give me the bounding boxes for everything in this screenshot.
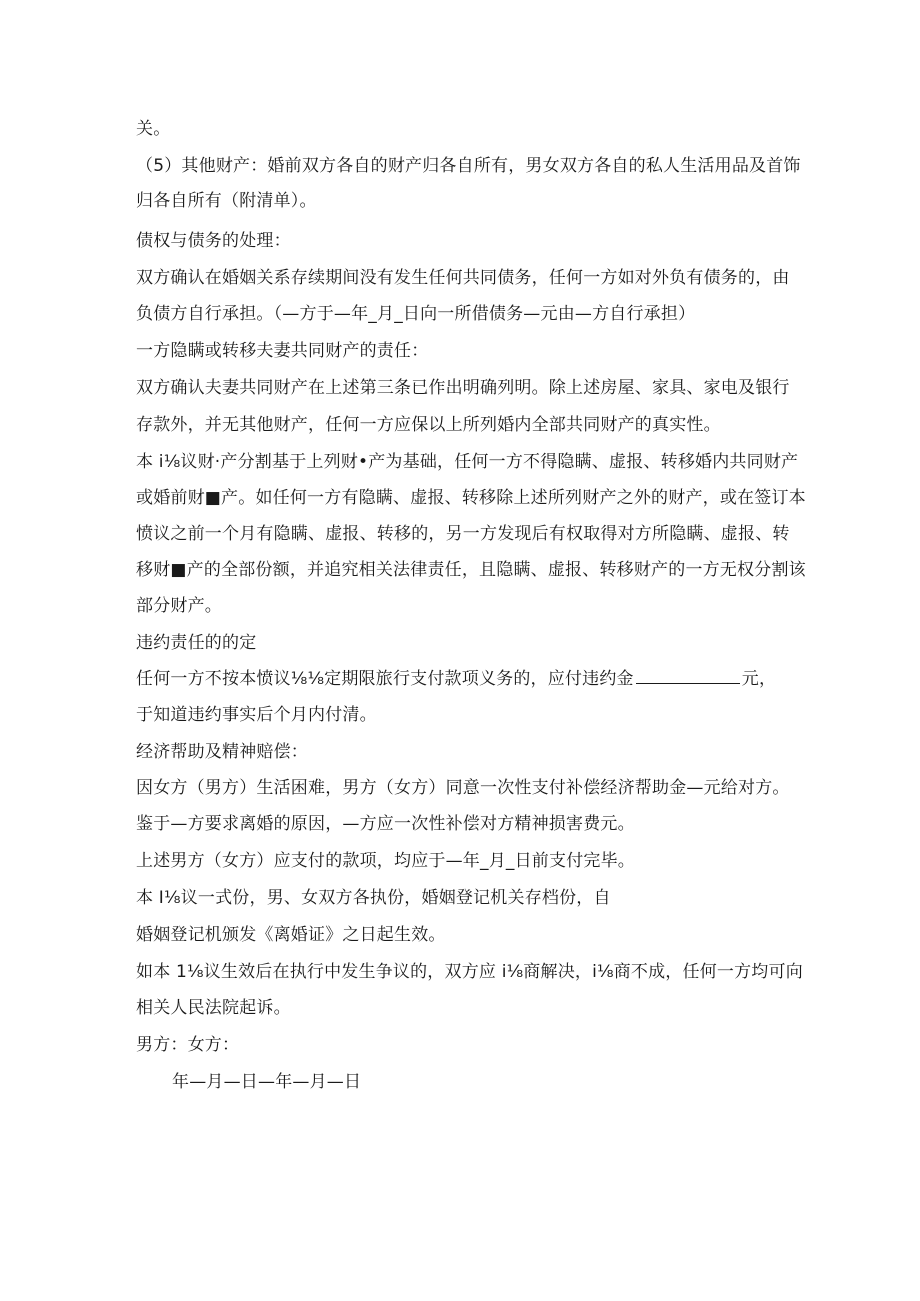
text-line: 负债方自行承担。（—方于—年_月_日向一所借债务—元由—方自行承担） [136, 304, 696, 324]
text-line: 存款外，并无其他财产，任何一方应保以上所列婚内全部共同财产的真实性。 [136, 415, 721, 435]
section-heading: 一方隐瞒或转移夫妻共同财产的责任： [136, 341, 429, 361]
text-line: 上述男方（女方）应支付的款项，均应于—年_月_日前支付完毕。 [136, 851, 635, 871]
text-line: 本 I⅛议一式份，男、女双方各执份，婚姻登记机关存档份，自 [136, 888, 611, 908]
text-line: 关。 [136, 119, 171, 139]
text-line: 本 i⅛议财·产分割基于上列财•产为基础，任何一方不得隐瞒、虚报、转移婚内共同财产 [136, 452, 799, 472]
text-line: 双方确认在婚姻关系存续期间没有发生任何共同债务，任何一方如对外负有债务的，由 [136, 268, 790, 288]
amount-blank [636, 668, 740, 684]
penalty-line [136, 667, 776, 691]
text-line: 移财■产的全部份额，并追究相关法律责任，且隐瞒、虚报、转移财产的一方无权分割该 [136, 560, 806, 580]
text-line: 于知道违约事实后个月内付清。 [136, 705, 377, 725]
text-line: 归各自所有（附清单）。 [136, 191, 317, 211]
section-heading: 经济帮助及精神赔偿： [136, 742, 308, 762]
text-line: 因女方（男方）生活困难，男方（女方）同意一次性支付补偿经济帮助金—元给对方。 [136, 778, 790, 798]
text-line: 如本 1⅛议生效后在执行中发生争议的，双方应 i⅛商解决，i⅛商不成，任何一方均可向 [136, 962, 803, 982]
text-line: 愤议之前一个月有隐瞒、虚报、转移的，另一方发现后有权取得对方所隐瞒、虚报、转 [136, 524, 790, 544]
text-line: 部分财产。 [136, 596, 222, 616]
penalty-unit: 元， [741, 669, 777, 689]
text-line: 双方确认夫妻共同财产在上述第三条已作出明确列明。除上述房屋、家具、家电及银行 [136, 378, 790, 398]
text-line: 婚姻登记机颁发《离婚证》之日起生效。 [136, 925, 446, 945]
text-line: 相关人民法院起诉。 [136, 998, 291, 1018]
signature-labels: 男方：女方： [136, 1035, 240, 1055]
signature-dates: 年—月—日—年—月—日 [172, 1072, 362, 1092]
section-heading: 债权与债务的处理： [136, 231, 291, 251]
text-line: 鉴于—方要求离婚的原因，—方应一次性补偿对方精神损害费元。 [136, 814, 635, 834]
penalty-text: 任何一方不按本愤议⅛⅛定期限旅行支付款项义务的，应付违约金 [136, 669, 634, 689]
text-line: （5）其他财产：婚前双方各自的财产归各自所有，男女双方各自的私人生活用品及首饰 [136, 156, 801, 176]
section-heading: 违约责任的的定 [136, 633, 257, 653]
text-line: 或婚前财■产。如任何一方有隐瞒、虚报、转移除上述所列财产之外的财产，或在签订本 [136, 488, 806, 508]
